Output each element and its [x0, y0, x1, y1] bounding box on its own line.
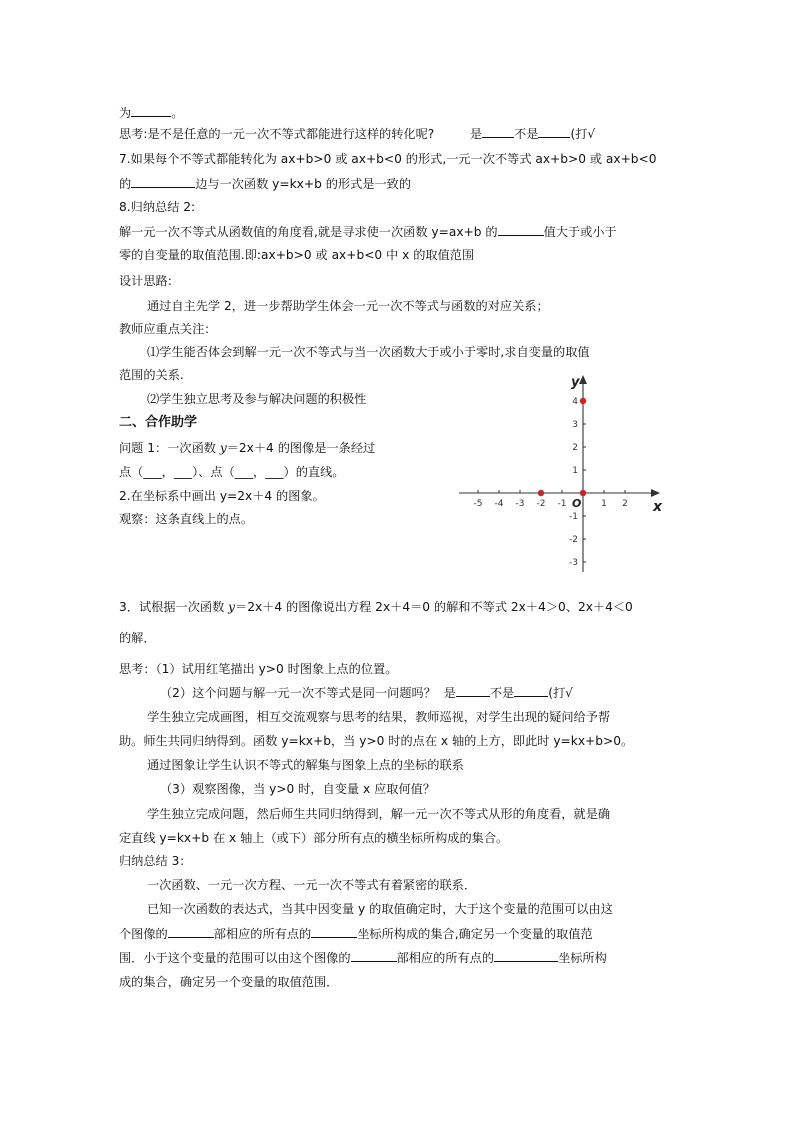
tick-labels	[474, 375, 663, 568]
x-axis-arrow	[651, 489, 660, 497]
blank	[482, 124, 514, 138]
line-7: 零的自变量的取值范围.即:ax+b>0 或 ax+b<0 中 x 的取值范围	[119, 248, 475, 262]
y-tick-label: 1	[572, 466, 578, 476]
line-1: 为 。	[119, 103, 183, 122]
axes	[459, 375, 660, 572]
blank	[351, 948, 397, 962]
origin-label: O	[572, 497, 582, 510]
blank	[131, 103, 171, 117]
line-6: 解一元一次不等式从函数值的角度看,就是寻求使一次函数 y=ax+b 的 值大于或小于	[119, 222, 617, 241]
y-axis-label: y	[571, 375, 580, 390]
x-axis-label: x	[653, 499, 663, 515]
y-tick-label: 2	[572, 443, 578, 453]
blank	[538, 124, 570, 138]
line-12: 范围的关系.	[119, 368, 184, 382]
graph-point	[580, 490, 586, 496]
line-18: 观察：这条直线上的点。	[119, 512, 254, 526]
blank	[311, 924, 357, 938]
line-16: 点（___，___）、点（___，___）的直线。	[119, 465, 345, 479]
line-26: （3）观察图像，当 y>0 时，自变量 x 应取何值？	[160, 782, 436, 796]
line-33: 围．小于这个变量的范围可以由这个图像的 部相应的所有点的 坐标所构	[119, 948, 607, 967]
line-15: 问题 1：一次函数 y＝2x＋4 的图像是一条经过	[119, 441, 376, 455]
coordinate-graph	[455, 372, 675, 577]
blank	[514, 683, 548, 697]
line-8: 设计思路:	[119, 274, 172, 288]
line-32: 个图像的 部相应的所有点的 坐标所构成的集合,确定另一个变量的取值范	[119, 924, 593, 943]
line-22: （2）这个问题与解一元一次不等式是同一问题吗？ 是 不是 (打√	[160, 683, 573, 702]
x-tick-label: -5	[473, 499, 483, 509]
x-tick-label: 1	[601, 499, 607, 509]
line-13: ⑵学生独立思考及参与解决问题的积极性	[147, 392, 367, 406]
blank	[168, 924, 214, 938]
y-tick-label: -3	[569, 558, 578, 568]
blank	[498, 222, 544, 236]
line-30: 一次函数、一元一次方程、一元一次不等式有着紧密的联系．	[147, 878, 477, 892]
line-29: 归纳总结 3：	[119, 854, 192, 868]
y-tick-label: -2	[569, 535, 578, 545]
blank	[131, 174, 195, 188]
line-17: 2.在坐标系中画出 y=2x＋4 的图象。	[119, 489, 325, 503]
line-27: 学生独立完成问题，然后师生共同归纳得到，解一元一次不等式从形的角度看，就是确	[147, 807, 611, 821]
y-tick-label: 4	[572, 397, 578, 407]
graph-point	[580, 398, 586, 404]
line-21: 思考：（1）试用红笔描出 y>0 时图象上点的位置。	[119, 662, 398, 676]
line-25: 通过图象让学生认识不等式的解集与图象上点的坐标的联系	[147, 758, 464, 772]
line-5: 8.归纳总结 2:	[119, 200, 196, 214]
y-axis-arrow	[579, 375, 587, 384]
y-tick-label: -1	[569, 512, 578, 522]
line-4: 的 边与一次函数 y=kx+b 的形式是一致的	[119, 174, 411, 193]
line-10: 教师应重点关注：	[119, 322, 217, 336]
blank	[494, 948, 558, 962]
x-tick-label: -3	[515, 499, 525, 509]
line-23: 学生独立完成画图，相互交流观察与思考的结果，教师巡视，对学生出现的疑问给予帮	[147, 710, 611, 724]
line-19: 3．试根据一次函数 y＝2x＋4 的图像说出方程 2x＋4＝0 的解和不等式 2x＋4＞0、2x＋4＜0	[119, 600, 633, 614]
y-tick-label: 3	[572, 420, 578, 430]
plotted-points	[538, 398, 586, 496]
line-11: ⑴学生能否体会到解一元一次不等式与当一次函数大于或小于零时,求自变量的取值	[147, 345, 590, 359]
line-3: 7.如果每个不等式都能转化为 ax+b>0 或 ax+b<0 的形式,一元一次不等式 ax+b>0 或 ax+b<0	[119, 152, 657, 166]
section-heading: 二、合作助学	[119, 415, 198, 430]
blank	[456, 683, 490, 697]
x-tick-label: -1	[557, 499, 567, 509]
line-20: 的解．	[119, 631, 156, 645]
line-31: 已知一次函数的表达式，当其中因变量 y 的取值确定时，大于这个变量的范围可以由这	[147, 902, 613, 916]
line-24: 助。师生共同归纳得到。函数 y=kx+b，当 y>0 时的点在 x 轴的上方，即此时 y=kx+b>0。	[119, 734, 634, 748]
line-2: 思考:是不是任意的一元一次不等式都能进行这样的转化呢? 是 不是 (打√	[119, 124, 595, 143]
graph-point	[538, 490, 544, 496]
x-tick-label: 2	[622, 499, 628, 509]
line-34: 成的集合，确定另一个变量的取值范围．	[119, 975, 339, 989]
line-28: 定直线 y=kx+b 在 x 轴上（或下）部分所有点的横坐标所构成的集合。	[119, 831, 509, 845]
line-9: 通过自主先学 2，进一步帮助学生体会一元一次不等式与函数的对应关系；	[147, 299, 549, 313]
x-tick-label: -2	[536, 499, 546, 509]
x-tick-label: -4	[494, 499, 504, 509]
